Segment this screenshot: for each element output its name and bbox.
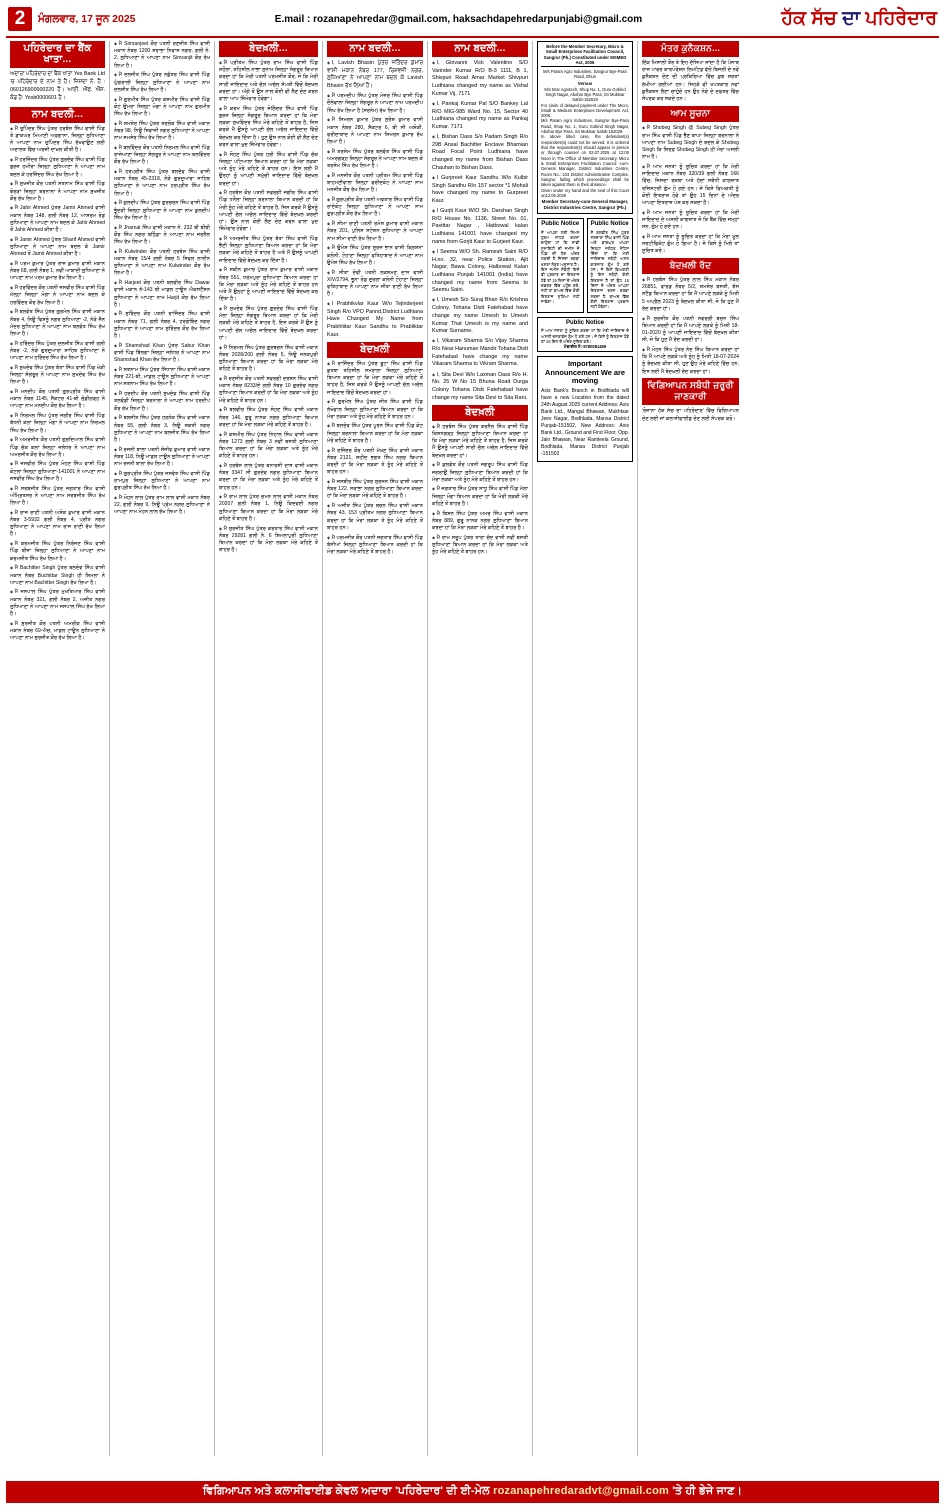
section-heading-eviction: ਬੇਦਖ਼ਲੀ...	[219, 41, 318, 57]
public-notice-mid-body: ਮੈਂ ਆਮ ਜਨਤਾ ਨੂੰ ਸੂਚਿਤ ਕਰਦਾ ਹਾਂ ਕਿ ਮੇਰੀ ਜਾਇਦਾਦ ਦੇ ਅਸਲੀ ਦਸਤਾਵੇਜ਼ ਗੁੰਮ ਹੋ ਗਏ ਹਨ। ਜੇ ਕਿਸੇ ਨੂੰ ਇਤਰਾਜ਼ ਹੋਵੇ ਤਾਂ 15 ਦਿਨ ਦੇ ਅੰਦਰ ਸੂਚਿਤ ਕਰੇ।	[541, 328, 629, 344]
bank-account-text: ਅਦਾਰਾ ਪਹਿਰੇਦਾਰ ਦਾ ਬੈਂਕ ਖਾਤਾ Yes Bank Ltd 'ਚ ਪਹਿਰੇਦਾਰ ਦੇ ਨਾਮ ਤੇ ਹੈ। ਜਿਸਦਾ ਨੰ. ਹੈ : 060126900000220 ਹੈ। ਆਈ. ਐੱਫ. ਐੱਸ. ਕੋਡ ਹੈ: Yesb0000601 ਹੈ।	[10, 71, 105, 101]
notice-item: ◈ ਮੈਂ ਜਸਵੀਰ ਸਿੰਘ ਪੁੱਤਰ ਮੋਹਣ ਸਿੰਘ ਵਾਸੀ ਪਿੰਡ ਕੋਟਲਾ ਜ਼ਿਲ੍ਹਾ ਲੁਧਿਆਣਾ-141001 ਨੇ ਆਪਣਾ ਨਾਮ ਜਸਵੀਰ ਸਿੰਘ ਰੱਖ ਲਿਆ ਹੈ।	[10, 461, 105, 483]
notice-item: ◈ I Seema W/O Sh. Ramesh Saini R/O H.no. 32, near Police Station, Ajit Nagar, Bawa Colony, Halbowal Kalan Ludhiana Punjab 141001 (India) have changed my name from Seema to Seemu Saini.	[432, 249, 528, 295]
footer-text-before: ਵਿਗਿਆਪਨ ਅਤੇ ਕਲਾਸੀਫਾਈਡ ਕੇਵਲ ਅਦਾਰਾ 'ਪਹਿਰੇਦਾਰ' ਦੀ ਈ-ਮੇਲ	[202, 1485, 490, 1497]
notice-item: ◈ ਮੈਂ ਬਿਸ਼ਨ ਸਿੰਘ ਪੁੱਤਰ ਅਮਰ ਸਿੰਘ ਵਾਸੀ ਮਕਾਨ ਨੰਬਰ 889, ਗੁਰੂ ਨਾਨਕ ਨਗਰ ਲੁਧਿਆਣਾ ਬਿਆਨ ਕਰਦਾ ਹਾਂ ਕਿ ਮੇਰਾ ਲੜਕਾ ਮੇਰੇ ਕਹਿਣੇ ਤੋਂ ਬਾਹਰ ਹੈ।	[432, 511, 528, 533]
notice-item: ◈ ਮੈਂ ਮੋਹਨ ਸਿੰਘ ਪੁੱਤਰ ਨੰਦ ਸਿੰਘ ਬਿਆਨ ਕਰਦਾ ਹਾਂ ਕਿ ਮੈਂ ਆਪਣੇ ਲੜਕੇ ਅਤੇ ਨੂੰਹ ਨੂੰ ਮਿਤੀ 18-07-2024 ਨੂੰ ਬੇਦਖ਼ਲ ਕੀਤਾ ਸੀ, ਹੁਣ ਉਹ ਮੇਰੇ ਕਹਿਣੇ ਵਿੱਚ ਹਨ, ਇਸ ਲਈ ਮੈਂ ਬੇਦਖ਼ਲੀ ਰੱਦ ਕਰਦਾ ਹਾਂ।	[642, 347, 739, 376]
notice-item: ◈ ਮੈਂ ਸੁਰਜੀਤ ਕੌਰ ਪਤਨੀ ਅਮਰੀਕ ਸਿੰਘ ਵਾਸੀ ਮਕਾਨ ਨੰਬਰ 69-ਐਚ, ਮਾਡਲ ਟਾਊਨ ਲੁਧਿਆਣਾ ਨੇ ਆਪਣਾ ਨਾਮ ਸੁਰਜੀਤ ਕੌਰ ਰੱਖ ਲਿਆ ਹੈ।	[10, 621, 105, 643]
notice-item: ◈ ਮੈਂ ਜਸਪਾਲ ਸਿੰਘ ਪੁੱਤਰ ਮੁਖਤਿਆਰ ਸਿੰਘ ਵਾਸੀ ਮਕਾਨ ਨੰਬਰ 321, ਗਲੀ ਨੰਬਰ 2, ਅਜੀਤ ਨਗਰ ਲੁਧਿਆਣਾ ਨੇ ਆਪਣਾ ਨਾਮ ਜਸਪਾਲ ਸਿੰਘ ਰੱਖ ਲਿਆ ਹੈ।	[10, 589, 105, 618]
notice-item: ◈ ਮੈਂ ਜਸਬੀਰ ਸਿੰਘ ਪੁੱਤਰ ਸੁਰਜਨ ਸਿੰਘ ਵਾਸੀ ਮਕਾਨ ਨੰਬਰ 122, ਸਰਾਭਾ ਨਗਰ ਲੁਧਿਆਣਾ ਬਿਆਨ ਕਰਦਾ ਹਾਂ ਕਿ ਮੇਰਾ ਲੜਕਾ ਮੇਰੇ ਕਹਿਣੇ ਤੋਂ ਬਾਹਰ ਹੈ।	[327, 479, 423, 501]
notice-item: ◈ ਮੈਂ ਸ਼ਮਸ਼ੇਰ ਸਿੰਘ ਪੁੱਤਰ ਤਰਲੋਕ ਸਿੰਘ ਵਾਸੀ ਮਕਾਨ ਨੰਬਰ 98, ਨਿਊ ਸ਼ਿਵਾਜੀ ਨਗਰ ਲੁਧਿਆਣਾ ਨੇ ਆਪਣਾ ਨਾਮ ਸ਼ਮਸ਼ੇਰ ਸਿੰਘ ਰੱਖ ਲਿਆ ਹੈ।	[114, 121, 210, 143]
notice-item: ◈ ਮੈਂ ਬਲਵਿੰਦਰ ਕੌਰ ਪਤਨੀ ਨਿਰਮਲ ਸਿੰਘ ਵਾਸੀ ਪਿੰਡ ਰਾਜੇਆਣਾ ਜ਼ਿਲ੍ਹਾ ਸੰਗਰੂਰ ਨੇ ਆਪਣਾ ਨਾਮ ਬਲਵਿੰਦਰ ਕੌਰ ਰੱਖ ਲਿਆ ਹੈ।	[114, 145, 210, 167]
notice-item: ◈ ਮੈਂ ਮੋਹਨ ਲਾਲ ਪੁੱਤਰ ਰਾਮ ਲਾਲ ਵਾਸੀ ਮਕਾਨ ਨੰਬਰ 22, ਗਲੀ ਨੰਬਰ 9, ਨਿਊ ਪ੍ਰੇਮ ਨਗਰ ਲੁਧਿਆਣਾ ਨੇ ਆਪਣਾ ਨਾਮ ਮੋਹਨ ਲਾਲ ਰੱਖ ਲਿਆ ਹੈ।	[114, 495, 210, 517]
notice-item: ◈ ਮੈਂ ਆਮ ਜਨਤਾ ਨੂੰ ਸੂਚਿਤ ਕਰਦਾ ਹਾਂ ਕਿ ਮੇਰੀ ਜਾਇਦਾਦ ਮਕਾਨ ਨੰਬਰ 320/39 ਗਲੀ ਨੰਬਰ 166 ਵਿੱਚ, ਜਿਸਦਾ ਰਕਬਾ ਅਤੇ ਹੱਦਾਂ ਸਬੰਧੀ ਕਾਗਜ਼ਾਤ ਰਜਿਸਟਰੀ ਗੁੰਮ ਹੋ ਗਏ ਹਨ। ਜੇ ਕਿਸੇ ਵਿਅਕਤੀ ਨੂੰ ਕੋਈ ਇਤਰਾਜ਼ ਹੋਵੇ ਤਾਂ ਉਹ 15 ਦਿਨਾਂ ਦੇ ਅੰਦਰ ਆਪਣਾ ਇਤਰਾਜ਼ ਪੇਸ਼ ਕਰ ਸਕਦਾ ਹੈ।	[642, 164, 739, 207]
notice-item: ◈ ਮੈਂ ਮਨਦੀਪ ਕੌਰ ਪਤਨੀ ਗੁਰਪ੍ਰੀਤ ਸਿੰਘ ਵਾਸੀ ਮਕਾਨ ਨੰਬਰ 1145, ਸੈਕਟਰ 41-ਬੀ ਚੰਡੀਗੜ੍ਹ ਨੇ ਆਪਣਾ ਨਾਮ ਮਨਦੀਪ ਕੌਰ ਰੱਖ ਲਿਆ ਹੈ।	[10, 389, 105, 411]
notice-item: ◈ ਮੈਂ Simranjeet ਕੌਰ ਪਤਨੀ ਰਣਜੀਤ ਸਿੰਘ ਵਾਸੀ ਮਕਾਨ ਨੰਬਰ 1200 ਸਰਾਭਾ ਨਿਵਾਸ ਨਗਰ, ਗਲੀ ਨੰ. 2, ਲੁਧਿਆਣਾ ਨੇ ਆਪਣਾ ਨਾਮ Simranjit ਕੌਰ ਰੱਖ ਲਿਆ ਹੈ।	[114, 41, 210, 70]
public-notice-right-title: Public Notice	[590, 221, 629, 228]
notice-item: ◈ ਮੈਂ ਮਨਜੀਤ ਕੌਰ ਪਤਨੀ ਪ੍ਰੀਤਮ ਸਿੰਘ ਵਾਸੀ ਪਿੰਡ ਬਾਹਮਣੀਵਾਲਾ ਜ਼ਿਲ੍ਹਾ ਫਰੀਦਕੋਟ ਨੇ ਆਪਣਾ ਨਾਮ ਮਨਜੀਤ ਕੌਰ ਰੱਖ ਲਿਆ ਹੈ।	[327, 173, 423, 195]
notice-item: ◈ ਮੈਂ Harjeet ਕੌਰ ਪਤਨੀ ਬਲਵੀਰ ਸਿੰਘ Dawar ਵਾਸੀ ਮਕਾਨ ਨੰ-143 ਬੀ ਮਾਡਲ ਟਾਊਨ ਐਕਸਟੈਂਸ਼ਨ ਲੁਧਿਆਣਾ ਨੇ ਆਪਣਾ ਨਾਮ Harjit ਕੌਰ ਰੱਖ ਲਿਆ ਹੈ।	[114, 280, 210, 309]
notice-item: ◈ ਮੈਂ ਹਰਬੰਸ ਸਿੰਘ ਪੁੱਤਰ ਕਰਨੈਲ ਸਿੰਘ ਵਾਸੀ ਪਿੰਡ ਕਿਸ਼ਨਗੜ੍ਹ ਜ਼ਿਲ੍ਹਾ ਲੁਧਿਆਣਾ ਬਿਆਨ ਕਰਦਾ ਹਾਂ ਕਿ ਮੇਰਾ ਲੜਕਾ ਮੇਰੇ ਕਹਿਣੇ ਤੋਂ ਬਾਹਰ ਹੈ, ਜਿਸ ਕਰਕੇ ਮੈਂ ਉਸਨੂੰ ਆਪਣੀ ਸਾਰੀ ਚੱਲ ਅਚੱਲ ਜਾਇਦਾਦ ਵਿੱਚੋਂ ਬੇਦਖ਼ਲ ਕਰਦਾ ਹਾਂ।	[432, 424, 528, 460]
notice-item: ◈ ਮੈਂ Bachitter Singh ਪੁੱਤਰ ਬਲਦੇਵ ਸਿੰਘ ਵਾਸੀ ਮਕਾਨ ਨੰਬਰ Buchittar Singh ਹੀ ਸ਼ਿਮਲਾ ਨੇ ਆਪਣਾ ਨਾਮ Bachitter Singh ਰੱਖ ਲਿਆ ਹੈ।	[10, 565, 105, 587]
notice-item: ◈ ਮੈਂ ਸਤਨਾਮ ਸਿੰਘ ਪੁੱਤਰ ਸਿੱਧਾਨਾ ਸਿੰਘ ਵਾਸੀ ਮਕਾਨ ਨੰਬਰ 221-ਬੀ, ਮਾਡਲ ਟਾਊਨ ਲੁਧਿਆਣਾ ਨੇ ਆਪਣਾ ਨਾਮ ਸਤਨਾਮ ਸਿੰਘ ਰੱਖ ਲਿਆ ਹੈ।	[114, 367, 210, 389]
public-notice-pair	[537, 218, 633, 316]
notice-item: ◈ ਮੈਂ ਪਰਮਜੀਤ ਕੌਰ ਪਤਨੀ ਜਗਤਾਰ ਸਿੰਘ ਵਾਸੀ ਪਿੰਡ ਬੱਸੀਆਂ ਜ਼ਿਲ੍ਹਾ ਲੁਧਿਆਣਾ ਬਿਆਨ ਕਰਦੀ ਹਾਂ ਕਿ ਮੇਰਾ ਲੜਕਾ ਮੇਰੇ ਕਹਿਣੇ ਤੋਂ ਬਾਹਰ ਹੈ।	[327, 535, 423, 557]
section-heading-eviction-cancel: ਬੇਦਖ਼ਲੀ ਰੱਦ	[642, 258, 739, 274]
notice-item: ◈ ਮੈਂ ਪ੍ਰੀਤਮ ਸਿੰਘ ਪੁੱਤਰ ਰਾਮ ਸਿੰਘ ਵਾਸੀ ਪਿੰਡ ਸਹੌਲਾ, ਤਹਿਸੀਲ ਨਾਭਾ ਸੁਨਾਮ ਜ਼ਿਲ੍ਹਾ ਸੰਗਰੂਰ ਬਿਆਨ ਕਰਦਾ ਹਾਂ ਕਿ ਮੇਰੀ ਪਤਨੀ ਪਰਮਜੀਤ ਕੌਰ, ਜੋ ਕਿ ਮੇਰੀ ਸਾਰੀ ਜਾਇਦਾਦ ਅਤੇ ਚੱਲ ਅਚੱਲ ਸੰਪਤੀ ਵਿੱਚੋਂ ਬੇਦਖ਼ਲ ਕਰਦਾ ਹਾਂ। ਅੱਗੇ ਤੋਂ ਉਸ ਨਾਲ ਕੋਈ ਵੀ ਲੈਣ ਦੇਣ ਕਰਨ ਵਾਲਾ ਆਪ ਜ਼ਿੰਮੇਵਾਰ ਹੋਵੇਗਾ।	[219, 60, 318, 103]
masthead	[6, 4, 939, 38]
notice-item: ◈ ਮੈਂ ਸੋਹਣ ਸਿੰਘ ਪੁੱਤਰ ਹਰੀ ਸਿੰਘ ਵਾਸੀ ਪਿੰਡ ਚੱਕ ਜ਼ਿਲ੍ਹਾ ਪਟਿਆਲਾ ਬਿਆਨ ਕਰਦਾ ਹਾਂ ਕਿ ਮੇਰਾ ਲੜਕਾ ਅਤੇ ਨੂੰਹ ਮੇਰੇ ਕਹਿਣੇ ਤੋਂ ਬਾਹਰ ਹਨ। ਇਸ ਲਈ ਮੈਂ ਉਨ੍ਹਾਂ ਨੂੰ ਆਪਣੀ ਸਮੁੱਚੀ ਜਾਇਦਾਦ ਵਿੱਚੋਂ ਬੇਦਖ਼ਲ ਕਰਦਾ ਹਾਂ।	[219, 152, 318, 188]
notice-item: ◈ I, Pankaj Kumar Pal S/O Bankey Lal R/O MIG-985 Ward No. 15, Sector 40 Ludhiana changed my name as Pankaj Kumar. 7171	[432, 101, 528, 132]
notice-item: ◈ ਮੈਂ ਹਰਜਿੰਦਰ ਸਿੰਘ ਪੁੱਤਰ ਗੁਰਦੇਵ ਸਿੰਘ ਵਾਸੀ ਪਿੰਡ ਬੁਰਜ ਹਮੀਰਾ ਜ਼ਿਲ੍ਹਾ ਲੁਧਿਆਣਾ ਨੇ ਆਪਣਾ ਨਾਮ ਬਦਲ ਕੇ ਹਰਜਿੰਦਰ ਸਿੰਘ ਰੱਖ ਲਿਆ ਹੈ।	[10, 157, 105, 179]
notice-item: ◈ ਮੈਂ ਗੁਰਮੇਲ ਸਿੰਘ ਪੁੱਤਰ ਜੀਤ ਸਿੰਘ ਵਾਸੀ ਪਿੰਡ ਲੱਖੋਵਾਲ ਜ਼ਿਲ੍ਹਾ ਲੁਧਿਆਣਾ ਬਿਆਨ ਕਰਦਾ ਹਾਂ ਕਿ ਮੇਰਾ ਲੜਕਾ ਅਤੇ ਨੂੰਹ ਮੇਰੇ ਕਹਿਣੇ ਤੋਂ ਬਾਹਰ ਹਨ।	[327, 399, 423, 421]
msefc-versus: Versus	[577, 80, 593, 86]
section-heading-general-notice: ਆਮ ਸੂਚਨਾ	[642, 106, 739, 122]
msefc-header: Before the Member Secretary, Micro & Small Enterprises Facilitation Council, Sangrur (Pb.) Constituted under MSMED Act, 2006	[541, 44, 629, 67]
section-heading-name-change: ਨਾਮ ਬਦਲੀ...	[10, 107, 105, 123]
column-2	[110, 41, 215, 1456]
page-number: 2	[8, 7, 32, 31]
notice-item: ◈ ਮੈਂ ਕਰਮ ਸਿੰਘ ਪੁੱਤਰ ਜੋਗਿੰਦਰ ਸਿੰਘ ਵਾਸੀ ਪਿੰਡ ਬੁਰਜ ਜ਼ਿਲ੍ਹਾ ਸੰਗਰੂਰ ਬਿਆਨ ਕਰਦਾ ਹਾਂ ਕਿ ਮੇਰਾ ਲੜਕਾ ਸੁਖਵਿੰਦਰ ਸਿੰਘ ਮੇਰੇ ਕਹਿਣੇ ਤੋਂ ਬਾਹਰ ਹੈ, ਜਿਸ ਕਰਕੇ ਮੈਂ ਉਸਨੂੰ ਆਪਣੀ ਚੱਲ ਅਚੱਲ ਜਾਇਦਾਦ ਵਿੱਚੋਂ ਬੇਦਖ਼ਲ ਕਰ ਦਿੱਤਾ ਹੈ। ਹੁਣ ਉਸ ਨਾਲ ਕੋਈ ਵੀ ਲੈਣ ਦੇਣ ਕਰਨ ਵਾਲਾ ਖੁਦ ਜ਼ਿੰਮੇਵਾਰ ਹੋਵੇਗਾ।	[219, 106, 318, 149]
bank-move-announcement	[537, 356, 633, 462]
notice-item: ◈ ਮੈਂ ਸਰਬਜੀਤ ਸਿੰਘ ਪੁੱਤਰ ਜਗਤਾਰ ਸਿੰਘ ਵਾਸੀ ਅੰਮ੍ਰਿਤਸਰ ਨੇ ਆਪਣਾ ਨਾਮ ਸਰਬਜੀਤ ਸਿੰਘ ਰੱਖ ਲਿਆ ਹੈ।	[10, 486, 105, 508]
notice-item: ◈ ਮੈਂ ਨਿਰਮਲ ਸਿੰਘ ਪੁੱਤਰ ਗੁਰਬਚਨ ਸਿੰਘ ਵਾਸੀ ਮਕਾਨ ਨੰਬਰ 2028/200 ਗਲੀ ਨੰਬਰ 5, ਨਿਊ ਜਨਕਪੁਰੀ ਲੁਧਿਆਣਾ ਬਿਆਨ ਕਰਦਾ ਹਾਂ ਕਿ ਮੇਰਾ ਲੜਕਾ ਮੇਰੇ ਕਹਿਣੇ ਤੋਂ ਬਾਹਰ ਹੈ।	[219, 345, 318, 374]
column-1	[6, 41, 110, 1456]
msefc-signature-2: District Industries Centre, Sangrur (Pb.)	[543, 205, 627, 211]
notice-item: ◈ ਮੈਂ ਗੁਰਮੀਤ ਸਿੰਘ ਪੁੱਤਰ ਕਸ਼ਮੀਰ ਸਿੰਘ ਵਾਸੀ ਪਿੰਡ ਕੋਟ ਉਮਰਾ ਜ਼ਿਲ੍ਹਾ ਮੋਗਾ ਨੇ ਆਪਣਾ ਨਾਮ ਗੁਰਮੀਤ ਸਿੰਘ ਰੱਖ ਲਿਆ ਹੈ।	[114, 97, 210, 119]
ad-info-text: 'ਰੋਜ਼ਾਨਾ ਹੱਕ ਸੱਚ ਦਾ ਪਹਿਰੇਦਾਰ' ਵਿੱਚ ਵਿਗਿਆਪਨ ਦੇਣ ਲਈ ਜਾਂ ਕਲਾਸੀਫਾਈਡ ਦੇਣ ਲਈ ਸੰਪਰਕ ਕਰੋ।	[642, 408, 739, 422]
section-heading-name-change-3: ਨਾਮ ਬਦਲੀ...	[432, 41, 528, 57]
notice-item: ◈ ਮੈਂ ਅਮਰਜੀਤ ਕੌਰ ਪਤਨੀ ਗੁਰਦਿਆਲ ਸਿੰਘ ਵਾਸੀ ਪਿੰਡ ਚੱਕ ਕਲਾਂ ਜ਼ਿਲ੍ਹਾ ਜਲੰਧਰ ਨੇ ਆਪਣਾ ਨਾਮ ਅਮਰਜੀਤ ਕੌਰ ਰੱਖ ਲਿਆ ਹੈ।	[10, 437, 105, 459]
public-notice-right-body: ਮੈਂ ਬਲਵੀਰ ਸਿੰਘ ਪੁੱਤਰ ਸਰਦਾਰਾ ਸਿੰਘ ਵਾਸੀ ਪਿੰਡ ਅਤੇ ਡਾਕਘਰ ਅੱਪਰਾ ਜ਼ਿਲ੍ਹਾ ਜਲੰਧਰ ਨੋਟਿਸ ਦਿੰਦਾ ਹਾਂ ਕਿ ਮੇਰੀ ਜਾਇਦਾਦ ਸਬੰਧੀ ਅਸਲ ਕਾਗਜ਼ਾਤ ਗੁੰਮ ਹੋ ਗਏ ਹਨ। ਜੇ ਕਿਸੇ ਵਿਅਕਤੀ ਨੂੰ ਇਸ ਸਬੰਧੀ ਕੋਈ ਇਤਰਾਜ਼ ਹੈ ਤਾਂ ਉਹ 15 ਦਿਨਾਂ ਦੇ ਅੰਦਰ ਆਪਣਾ ਇਤਰਾਜ਼ ਦਰਜ ਕਰਵਾ ਸਕਦਾ ਹੈ, ਬਾਅਦ ਵਿੱਚ ਕੋਈ ਇਤਰਾਜ਼ ਪ੍ਰਵਾਨ ਨਹੀਂ ਹੋਵੇਗਾ।	[590, 229, 629, 310]
notice-item: ◈ ਮੈਂ ਹਰਬੰਸ ਸਿੰਘ ਪੁੱਤਰ ਲਾਲ ਸਿੰਘ ਮਕਾਨ ਨੰਬਰ 26851, ਵਾਰਡ ਨੰਬਰ 5/2, ਸ਼ਮਸ਼ੇਰ ਬਸਤੀ, ਬੱਸ ਸਟੈਂਡ ਬਿਆਨ ਕਰਦਾ ਹਾਂ ਕਿ ਮੈਂ ਆਪਣੇ ਲੜਕੇ ਨੂੰ ਮਿਤੀ 5 ਅਪ੍ਰੈਲ 2023 ਨੂੰ ਬੇਦਖ਼ਲ ਕੀਤਾ ਸੀ, ਜੋ ਕਿ ਹੁਣ ਮੈਂ ਰੱਦ ਕਰਦਾ ਹਾਂ।	[642, 277, 739, 313]
notice-item: ◈ I, Umesh S/o Suraj Bhan R/o Krishna Colony, Tohana Distt Fatehabad have change my name Umesh to Umesh Kumar That Umesh is my name and Kumar Surname.	[432, 297, 528, 335]
notice-item: ◈ ਮੈਂ ਕੁਲਵੰਤ ਕੌਰ ਪਤਨੀ ਜਗਰੂਪ ਸਿੰਘ ਵਾਸੀ ਪਿੰਡ ਜਗਰਾਉਂ ਜ਼ਿਲ੍ਹਾ ਲੁਧਿਆਣਾ ਬਿਆਨ ਕਰਦੀ ਹਾਂ ਕਿ ਮੇਰਾ ਲੜਕਾ ਅਤੇ ਨੂੰਹ ਮੇਰੇ ਕਹਿਣੇ ਤੋਂ ਬਾਹਰ ਹਨ।	[432, 462, 528, 484]
msefc-body-3: In above titled case, the defendant(s) respondent(s) could not be served. It is ordered that the respondent(s) should appear in person or through counsel on 02.07.2025 at 12:00 Noon in The Office of Member Secretary, Micro & Small Enterprises Facilitation Council -cum- General Manager, District Industries Centre, Room No.: 103 District Administrative Complex, Sangrur, failing which proceedings shall be taken against them in their absence.	[541, 134, 629, 188]
msefc-notice-box	[537, 41, 633, 214]
msefc-body-4: Given under my hand and the seal of this Court on12.06.2025	[541, 187, 629, 198]
notice-item: ◈ ਮੈਂ ਹਰਦੀਪ ਕੌਰ ਪਤਨੀ ਸੁਖਦੇਵ ਸਿੰਘ ਵਾਸੀ ਪਿੰਡ ਤਲਵੰਡੀ ਜ਼ਿਲ੍ਹਾ ਬਰਨਾਲਾ ਨੇ ਆਪਣਾ ਨਾਮ ਹਰਦੀਪ ਕੌਰ ਰੱਖ ਲਿਆ ਹੈ।	[114, 391, 210, 413]
notice-item: ◈ ਮੈਂ Jamir Ahmed ਪੁੱਤਰ Sharif Ahmed ਵਾਸੀ ਲੁਧਿਆਣਾ ਨੇ ਆਪਣਾ ਨਾਮ ਬਦਲ ਕੇ Jamir Ahmed ਤੋਂ Jamir Ahmed ਕੀਤਾ ਹੈ।	[10, 237, 105, 259]
logo-part-2: ਦਾ	[842, 8, 861, 29]
notice-item: ◈ ਮੈਂ ਰਜਿੰਦਰ ਕੌਰ ਪਤਨੀ ਮੱਖਣ ਸਿੰਘ ਵਾਸੀ ਮਕਾਨ ਨੰਬਰ 2121, ਸ਼ਹੀਦ ਭਗਤ ਸਿੰਘ ਨਗਰ ਬਿਆਨ ਕਰਦੀ ਹਾਂ ਕਿ ਮੇਰਾ ਲੜਕਾ ਤੇ ਨੂੰਹ ਮੇਰੇ ਕਹਿਣੇ ਤੋਂ ਬਾਹਰ ਹਨ।	[327, 448, 423, 477]
logo-part-3: ਪਹਿਰੇਦਾਰ	[865, 8, 937, 29]
msefc-body-1: For claim of delayed payment under The Micro, Small & Medium Enterprises Development Act, 2006.	[541, 102, 629, 119]
section-heading-meter-connection: ਮੰਤਰ ਕੁਨੈਕਸ਼ਨ...	[642, 41, 739, 57]
notice-item: ◈ ਮੈਂ ਸੁਖਜੀਤ ਕੌਰ ਪਤਨੀ ਸਤਨਾਮ ਸਿੰਘ ਵਾਸੀ ਪਿੰਡ ਝੋਰੜਾਂ ਜ਼ਿਲ੍ਹਾ ਬਰਨਾਲਾ ਨੇ ਆਪਣਾ ਨਾਮ ਸੁਖਜੀਤ ਕੌਰ ਰੱਖ ਲਿਆ ਹੈ।	[10, 181, 105, 203]
column-7	[638, 41, 743, 1456]
notice-item: ◈ ਮੈਂ ਪਰਮਦੀਪ ਸਿੰਘ ਪੁੱਤਰ ਮੇਜਰ ਸਿੰਘ ਵਾਸੀ ਪਿੰਡ ਦੌਲੇਵਾਲਾ ਜ਼ਿਲ੍ਹਾ ਸੰਗਰੂਰ ਨੇ ਆਪਣਾ ਨਾਮ ਪਰਮਦੀਪ ਸਿੰਘ ਰੱਖ ਲਿਆ ਹੈ (ਸਰਨੇਮ) ਰੱਖ ਲਿਆ ਹੈ।	[327, 93, 423, 115]
notice-item: ◈ ਮੈਂ ਆਮ ਜਨਤਾ ਨੂੰ ਸੂਚਿਤ ਕਰਦਾ ਹਾਂ ਕਿ ਮੇਰੀ ਜਾਇਦਾਦ ਦੇ ਅਸਲੀ ਕਾਗਜ਼ਾਤ ਜੋ ਕਿ ਬੈਂਕ ਵਿੱਚ ਜਮ੍ਹਾਂ ਸਨ, ਗੁੰਮ ਹੋ ਗਏ ਹਨ।	[642, 210, 739, 232]
footer-banner	[6, 1481, 939, 1503]
column-6	[533, 41, 638, 1456]
notice-item: ◈ ਮੈਂ ਸਿਮਰਨ ਕੁਮਾਰ ਪੁੱਤਰ ਸੁਰੇਸ਼ ਕੁਮਾਰ ਵਾਸੀ ਮਕਾਨ ਨੰਬਰ 280, ਸੈਕਟਰ 6, ਬੀ ਸੀ ਅਸ਼ੋਕੀ, ਫਰੀਦਾਬਾਦ ਨੇ ਆਪਣਾ ਨਾਮ ਸਿਮਰਨ ਕੁਮਾਰ ਰੱਖ ਲਿਆ ਹੈ।	[327, 117, 423, 146]
notice-item: ◈ ਮੈਂ ਹਰਿੰਦਰ ਸਿੰਘ ਪੁੱਤਰ ਦਲਜੀਤ ਸਿੰਘ ਵਾਸੀ ਗਲੀ ਨੰਬਰ -2, ਨੇੜੇ ਗੁਰਦੁਆਰਾ ਸਾਹਿਬ ਲੁਧਿਆਣਾ ਨੇ ਆਪਣਾ ਨਾਮ ਹਰਿੰਦਰ ਸਿੰਘ ਰੱਖ ਲਿਆ ਹੈ।	[10, 341, 105, 363]
notice-item: ◈ ਮੈਂ ਨਿਰਮਲ ਸਿੰਘ ਪੁੱਤਰ ਜਗੀਰ ਸਿੰਘ ਵਾਸੀ ਪਿੰਡ ਬੱਧਨੀ ਕਲਾਂ ਜ਼ਿਲ੍ਹਾ ਮੋਗਾ ਨੇ ਆਪਣਾ ਨਾਮ ਨਿਰਮਲ ਸਿੰਘ ਰੱਖ ਲਿਆ ਹੈ।	[10, 413, 105, 435]
notice-item: ◈ ਮੈਂ ਆਮ ਜਨਤਾ ਨੂੰ ਸੂਚਿਤ ਕਰਦਾ ਹਾਂ ਕਿ ਮੇਰਾ ਮੂਲ ਸਰਟੀਫਿਕੇਟ ਗੁੰਮ ਹੋ ਗਿਆ ਹੈ। ਜੇ ਕਿਸੇ ਨੂੰ ਮਿਲੇ ਤਾਂ ਸੂਚਿਤ ਕਰੇ।	[642, 234, 739, 256]
column-5	[428, 41, 533, 1456]
notice-item: ◈ ਮੈਂ Jharnal ਸਿੰਘ ਵਾਸੀ ਮਕਾਨ ਨੰ. 232 ਬੀ ਬੀਬੀ ਕੌਰ ਸਿੰਘ ਨਗਰ ਬਠਿੰਡਾ ਨੇ ਆਪਣਾ ਨਾਮ ਜਰਨੈਲ ਸਿੰਘ ਰੱਖ ਲਿਆ ਹੈ।	[114, 225, 210, 247]
public-notice-left-body: ਮੈਂ ਆਪਣਾ ਲਈ ਨਿਮਨ ਹੁਕਮ ਜ਼ਾਹਰ ਕਰਨਾ ਚਾਹੁੰਦਾ ਹਾਂ ਕਿ ਸਾਡੀ ਸੁਸਾਇਟੀ ਦੀ ਜਮੀਨ ਜੋ ਪਿੰਡ ਦੀ ਹੱਦ ਅੰਦਰ ਲਗਦੀ ਹੈ ਜਿਸਦਾ ਰਕਬਾ ਖਸਰਾ ਨੰਬਰ ਅਨੁਸਾਰ ਹੈ। ਇਸ ਜਮੀਨ ਸੰਬੰਧੀ ਕਿਸੇ ਵੀ ਪ੍ਰਕਾਰ ਦਾ ਇਤਰਾਜ਼ ਹੋਵੇ ਤਾਂ 15 ਦਿਨਾਂ ਦੇ ਅੰਦਰ ਦਫ਼ਤਰ ਵਿੱਚ ਪਹੁੰਚ ਕਰੇ, ਨਹੀਂ ਤਾਂ ਬਾਅਦ ਵਿੱਚ ਕੋਈ ਇਤਰਾਜ਼ ਸੁਣਿਆ ਨਹੀਂ ਜਾਵੇਗਾ।	[541, 229, 580, 304]
newspaper-logo	[781, 8, 937, 30]
notice-item: ◈ ਮੈਂ ਸਕੀਨ ਕੁਮਾਰ ਪੁੱਤਰ ਰਾਮ ਕੁਮਾਰ ਵਾਸੀ ਮਕਾਨ ਨੰਬਰ 551, ਧਰਮਪੁਰਾ ਲੁਧਿਆਣਾ ਬਿਆਨ ਕਰਦਾ ਹਾਂ ਕਿ ਮੇਰਾ ਲੜਕਾ ਅਤੇ ਨੂੰਹ ਮੇਰੇ ਕਹਿਣੇ ਤੋਂ ਬਾਹਰ ਹਨ ਅਤੇ ਮੈਂ ਉਨ੍ਹਾਂ ਨੂੰ ਆਪਣੀ ਜਾਇਦਾਦ ਵਿੱਚੋਂ ਬੇਦਖ਼ਲ ਕਰ ਦਿੱਤਾ ਹੈ।	[219, 267, 318, 303]
notice-item: ◈ ਮੈਂ ਬਲਵੰਤ ਸਿੰਘ ਪੁੱਤਰ ਗੁਰਮੇਲ ਸਿੰਘ ਵਾਸੀ ਮਕਾਨ ਨੰਬਰ 4, ਨਿਊ ਵਿਸ਼ਨੂੰ ਨਗਰ ਲੁਧਿਆਣਾ -2, ਨੇੜੇ ਜੈਨ ਮੰਦਰ ਲੁਧਿਆਣਾ ਨੇ ਆਪਣਾ ਨਾਮ ਬਲਵੰਤ ਸਿੰਘ ਰੱਖ ਲਿਆ ਹੈ।	[10, 309, 105, 338]
announcement-title: Important Announcement We are moving	[545, 359, 625, 386]
notice-item: ◈ ਮੈਂ ਰਜਨੀ ਬਾਲਾ ਪਤਨੀ ਸੰਜੀਵ ਕੁਮਾਰ ਵਾਸੀ ਮਕਾਨ ਨੰਬਰ 118, ਨਿਊ ਮਾਡਲ ਟਾਊਨ ਲੁਧਿਆਣਾ ਨੇ ਆਪਣਾ ਨਾਮ ਰਜਨੀ ਬਾਲਾ ਰੱਖ ਲਿਆ ਹੈ।	[114, 447, 210, 469]
notice-item: ◈ I Prabhikvlar Kaur W/o Tejinderjeet Singh R/o VPO Pannd,District Ludhiana Have Changed My Name from Prabhliitar Kaur Sandhu to Prabliktar Kaur.	[327, 301, 423, 339]
notice-item: ◈ I, Bishan Dass S/o Padam Singh R/o 29B Ansal Bachitter Enclave Bhamian Road Focal Point Ludhiana have changed my name from Bishan Dass Chauhan to Bishan Dass.	[432, 134, 528, 172]
msefc-signature-1: Member Secretary-cum-General Manager,	[541, 199, 629, 205]
notice-item: ◈ ਮੈਂ Kulwinder ਕੌਰ ਪਤਨੀ ਹਰਬੰਸ ਸਿੰਘ ਵਾਸੀ ਮਕਾਨ ਨੰਬਰ 15/4 ਗਲੀ ਨੰਬਰ 5 ਸਿਵਲ ਲਾਈਨ ਲੁਧਿਆਣਾ ਨੇ ਆਪਣਾ ਨਾਮ Kulwinder ਕੌਰ ਰੱਖ ਲਿਆ ਹੈ।	[114, 249, 210, 278]
notice-item: ◈ ਮੈਂ ਉਮੇਸ਼ ਸਿੰਘ ਪੁੱਤਰ ਸੂਰਜ ਭਾਨ ਵਾਸੀ ਕ੍ਰਿਸ਼ਨਾ ਕਲੋਨੀ, ਟੋਹਾਣਾ ਜ਼ਿਲ੍ਹਾ ਫਤਿਹਾਬਾਦ ਨੇ ਆਪਣਾ ਨਾਮ ਉਮੇਸ਼ ਸਿੰਘ ਰੱਖ ਲਿਆ ਹੈ।	[327, 245, 423, 267]
notice-item: ◈ ਮੈਂ ਗੁਰਪ੍ਰੀਤ ਸਿੰਘ ਪੁੱਤਰ ਜਸਵੰਤ ਸਿੰਘ ਵਾਸੀ ਪਿੰਡ ਰਾਮਪੁਰ ਜ਼ਿਲ੍ਹਾ ਲੁਧਿਆਣਾ ਨੇ ਆਪਣਾ ਨਾਮ ਗੁਰਪ੍ਰੀਤ ਸਿੰਘ ਰੱਖ ਲਿਆ ਹੈ।	[114, 471, 210, 493]
section-heading-eviction-2: ਬੇਦਖ਼ਲੀ	[327, 342, 423, 358]
section-heading-bank: ਪਹਿਰੇਦਾਰ ਦਾ ਬੈਂਕ ਖਾਤਾ...	[10, 41, 105, 68]
notice-item: ◈ ਮੈਂ ਸੁਖਦੇਵ ਸਿੰਘ ਪੁੱਤਰ ਗੁਰਦੇਵ ਸਿੰਘ ਵਾਸੀ ਪਿੰਡ ਮੱਲਾ ਜ਼ਿਲ੍ਹਾ ਸੰਗਰੂਰ ਬਿਆਨ ਕਰਦਾ ਹਾਂ ਕਿ ਮੇਰੀ ਲੜਕੀ ਮੇਰੇ ਕਹਿਣੇ ਤੋਂ ਬਾਹਰ ਹੈ, ਇਸ ਕਰਕੇ ਮੈਂ ਉਸ ਨੂੰ ਆਪਣੀ ਚੱਲ ਅਚੱਲ ਜਾਇਦਾਦ ਵਿੱਚੋਂ ਬੇਦਖ਼ਲ ਕਰਦਾ ਹਾਂ।	[219, 306, 318, 342]
public-notice-mid	[537, 317, 633, 353]
notice-item: ◈ I, Vikaram Sharma S/o Vijay Sharma R/o Near Hanuman Mandir Tohana Distt Fatehabad have change my name Vikaram Sharma to Vikram Sharma.	[432, 338, 528, 369]
notice-item: ◈ ਮੈਂ ਕਰਮਜੀਤ ਸਿੰਘ ਪੁੱਤਰ ਨਿਰੰਜਣ ਸਿੰਘ ਵਾਸੀ ਪਿੰਡ ਬੀਜਾ ਜ਼ਿਲ੍ਹਾ ਲੁਧਿਆਣਾ ਨੇ ਆਪਣਾ ਨਾਮ ਕਰਮਜੀਤ ਸਿੰਘ ਰੱਖ ਲਿਆ ਹੈ।	[10, 541, 105, 563]
notice-item: ◈ I, Sita Devi W/o Laxman Dass R/o H. No. 25 W No 15 Bhuna Road Durga Colony Tohana Distt Fatehabad have change my name Sita Devi to Sita Rani.	[432, 372, 528, 403]
meter-connection-text: ਇੱਕ ਮਿਸਾਲੀ ਤੌਰ ਤੇ ਇਹ ਦੱਸਿਆ ਜਾਂਦਾ ਹੈ ਕਿ ਪੰਜਾਬ ਰਾਜ ਪਾਵਰ ਕਾਰਪੋਰੇਸ਼ਨ ਲਿਮਟਿਡ ਵੱਲੋਂ ਬਿਜਲੀ ਦੇ ਨਵੇਂ ਕੁਨੈਕਸ਼ਨ ਦੇਣ ਦੀ ਪ੍ਰਕਿਰਿਆ ਵਿੱਚ ਕੁਝ ਸ਼ਰਤਾਂ ਰੱਖੀਆਂ ਗਈਆਂ ਹਨ। ਜਿਹੜੇ ਵੀ ਖਪਤਕਾਰ ਨਵਾਂ ਕੁਨੈਕਸ਼ਨ ਲੈਣਾ ਚਾਹੁੰਦੇ ਹਨ ਉਹ ਨੇੜੇ ਦੇ ਦਫ਼ਤਰ ਵਿੱਚ ਸੰਪਰਕ ਕਰ ਸਕਦੇ ਹਨ।	[642, 60, 739, 103]
masthead-left	[8, 7, 136, 31]
section-heading-eviction-3: ਬੇਦਖ਼ਲੀ	[432, 405, 528, 421]
notice-item: ◈ ਮੈਂ ਬਲਵੀਰ ਸਿੰਘ ਪੁੱਤਰ ਸੋਹਣ ਸਿੰਘ ਵਾਸੀ ਮਕਾਨ ਨੰਬਰ 146, ਗੁਰੂ ਨਾਨਕ ਨਗਰ ਲੁਧਿਆਣਾ ਬਿਆਨ ਕਰਦਾ ਹਾਂ ਕਿ ਮੇਰਾ ਲੜਕਾ ਮੇਰੇ ਕਹਿਣੇ ਤੋਂ ਬਾਹਰ ਹੈ।	[219, 407, 318, 429]
section-heading-name-change-2: ਨਾਮ ਬਦਲੀ...	[327, 41, 423, 57]
notice-item: ◈ ਮੈਂ ਬਲਦੇਵ ਸਿੰਘ ਪੁੱਤਰ ਪੂਰਨ ਸਿੰਘ ਵਾਸੀ ਪਿੰਡ ਕੋਟ ਜ਼ਿਲ੍ਹਾ ਬਰਨਾਲਾ ਬਿਆਨ ਕਰਦਾ ਹਾਂ ਕਿ ਮੇਰਾ ਲੜਕਾ ਮੇਰੇ ਕਹਿਣੇ ਤੋਂ ਬਾਹਰ ਹੈ।	[327, 423, 423, 445]
notice-item: ◈ ਮੈਂ ਸੁਖਦੇਵ ਸਿੰਘ ਪੁੱਤਰ ਬੰਤਾ ਸਿੰਘ ਵਾਸੀ ਪਿੰਡ ਖੇੜੀ ਜ਼ਿਲ੍ਹਾ ਸੰਗਰੂਰ ਨੇ ਆਪਣਾ ਨਾਮ ਸੁਖਦੇਵ ਸਿੰਘ ਰੱਖ ਲਿਆ ਹੈ।	[10, 365, 105, 387]
column-4	[323, 41, 428, 1456]
public-notice-right	[587, 218, 634, 312]
msefc-claimant: M/s Param Agro Industries, Sangrur Bye-Pass Road, Dhuri	[543, 68, 627, 80]
notice-item: ◈ ਮੈਂ ਅਜੀਤ ਸਿੰਘ ਪੁੱਤਰ ਬਚਨ ਸਿੰਘ ਵਾਸੀ ਮਕਾਨ ਨੰਬਰ 43, 153 ਪ੍ਰੀਤਮ ਨਗਰ ਲੁਧਿਆਣਾ ਬਿਆਨ ਕਰਦਾ ਹਾਂ ਕਿ ਮੇਰਾ ਲੜਕਾ ਤੇ ਨੂੰਹ ਮੇਰੇ ਕਹਿਣੇ ਤੋਂ ਬਾਹਰ ਹਨ।	[327, 503, 423, 532]
notice-item: ◈ ਮੈਂ ਰਾਮ ਲਾਲ ਪੁੱਤਰ ਚਮਨ ਲਾਲ ਵਾਸੀ ਮਕਾਨ ਨੰਬਰ 20207 ਗਲੀ ਨੰਬਰ 1, ਨਿਊ ਕਿਦਵਈ ਨਗਰ ਲੁਧਿਆਣਾ ਬਿਆਨ ਕਰਦਾ ਹਾਂ ਕਿ ਮੇਰਾ ਲੜਕਾ ਮੇਰੇ ਕਹਿਣੇ ਤੋਂ ਬਾਹਰ ਹੈ।	[219, 494, 318, 523]
notice-item: ◈ I, Lavish Bhasin ਪੁੱਤਰ ਜਤਿੰਦਰ ਕੁਮਾਰ ਵਾਸੀ ਮਕਾਨ ਨੰਬਰ 177, ਰਿਸ਼ਵਜੀ ਨਗਰ, ਲੁਧਿਆਣਾ ਨੇ ਆਪਣਾ ਨਾਮ ਬਦਲ ਕੇ Lavish Bhasin ਰੱਖ ਲਿਆ ਹੈ।	[327, 60, 423, 91]
footer-text-after: 'ਤੇ ਹੀ ਭੇਜੇ ਜਾਣ।	[672, 1485, 743, 1497]
footer-email: rozanapehredaradvt@gmail.com	[493, 1485, 669, 1497]
notice-item: ◈ ਮੈਂ ਗੁਰਪ੍ਰੀਤ ਕੌਰ ਪਤਨੀ ਅਵਤਾਰ ਸਿੰਘ ਵਾਸੀ ਪਿੰਡ ਰਾਏਕੋਟ ਜ਼ਿਲ੍ਹਾ ਲੁਧਿਆਣਾ ਨੇ ਆਪਣਾ ਨਾਮ ਗੁਰਪ੍ਰੀਤ ਕੌਰ ਰੱਖ ਲਿਆ ਹੈ।	[327, 197, 423, 219]
notice-item: ◈ ਮੈਂ ਸੀਮਾ ਰਾਣੀ ਪਤਨੀ ਰਮੇਸ਼ ਕੁਮਾਰ ਵਾਸੀ ਮਕਾਨ ਨੰਬਰ 201, ਪੁਲਿਸ ਸਟੇਸ਼ਨ ਲੁਧਿਆਣਾ ਨੇ ਆਪਣਾ ਨਾਮ ਸੀਮਾ ਰਾਣੀ ਰੱਖ ਲਿਆ ਹੈ।	[327, 221, 423, 243]
announcement-body: Axis Bank's Branch in Bodhlada will have a new Location from the dated 24th August 2025 current Address: Axis Bank Ltd., Mangal Bhawan, Mukhtsar Jeev Nagar, Bodhlada, Mansa District Punjab-151502, New Address: Axis Bank Ltd., Ground and First Floor, Opp. Jain Bhawan, Near Ramleela Ground, Bodhlada, Mansa District Punjab -151502	[541, 387, 629, 457]
notice-item: ◈ ਮੈਂ Shobeg Singh @ Subeg Singh ਪੁੱਤਰ ਰਾਮ ਸਿੰਘ ਵਾਸੀ ਪਿੰਡ ਭੈਣ ਬਾਘਾ ਜ਼ਿਲ੍ਹਾ ਬਰਨਾਲਾ ਨੇ ਆਪਣਾ ਨਾਮ Subeg Singh ਦੇ ਬਦਲ ਕੇ Shobeg Singh ਕਿ ਸਿਰਫ਼ Shobeg Singh ਹੀ ਮੇਰਾ ਅਸਲੀ ਨਾਮ ਹੈ।	[642, 125, 739, 161]
notice-item: ◈ ਮੈਂ ਜਗਤਾਰ ਸਿੰਘ ਪੁੱਤਰ ਸਾਧੂ ਸਿੰਘ ਵਾਸੀ ਪਿੰਡ ਮੱਲਾ ਜ਼ਿਲ੍ਹਾ ਮੋਗਾ ਬਿਆਨ ਕਰਦਾ ਹਾਂ ਕਿ ਮੇਰੀ ਲੜਕੀ ਮੇਰੇ ਕਹਿਣੇ ਤੋਂ ਬਾਹਰ ਹੈ।	[432, 486, 528, 508]
notice-item: ◈ ਮੈਂ ਰਾਜ ਰਾਣੀ ਪਤਨੀ ਅਸ਼ੋਕ ਕੁਮਾਰ ਵਾਸੀ ਮਕਾਨ ਨੰਬਰ 3-5932 ਗਲੀ ਨੰਬਰ 4, ਪ੍ਰੀਤ ਨਗਰ ਲੁਧਿਆਣਾ ਨੇ ਆਪਣਾ ਨਾਮ ਰਾਜ ਰਾਣੀ ਰੱਖ ਲਿਆ ਹੈ।	[10, 510, 105, 539]
notice-item: ◈ ਮੈਂ ਦਲਜੀਤ ਸਿੰਘ ਪੁੱਤਰ ਨਛੱਤਰ ਸਿੰਘ ਵਾਸੀ ਪਿੰਡ ਘੁੰਗਰਾਲੀ ਜ਼ਿਲ੍ਹਾ ਲੁਧਿਆਣਾ ਨੇ ਆਪਣਾ ਨਾਮ ਦਲਜੀਤ ਸਿੰਘ ਰੱਖ ਲਿਆ ਹੈ।	[114, 72, 210, 94]
public-notice-left	[537, 218, 584, 312]
notice-item: ◈ ਮੈਂ Jahir Ahmed ਪੁੱਤਰ Jamir Ahmed ਵਾਸੀ ਮਕਾਨ ਨੰਬਰ 148, ਗਲੀ ਨੰਬਰ 12, ਆਸ਼ਰਮ ਰੋਡ ਲੁਧਿਆਣਾ ਨੇ ਆਪਣਾ ਨਾਮ ਬਦਲ ਕੇ Jahir Ahmed ਤੋਂ Jahir Ahmed ਕੀਤਾ ਹੈ।	[10, 205, 105, 234]
notice-item: ◈ I, Giovanni Vick Valentino S/O Varinder Kumar R/O B-3 1111, B 1, Shivpuri Road Amar Market Shivpuri Ludhiana changed my name as Vishal Kumar Vij. 7171	[432, 60, 528, 98]
notice-item: ◈ ਮੈਂ ਹਰਪ੍ਰੀਤ ਸਿੰਘ ਪੁੱਤਰ ਬਲਦੇਵ ਸਿੰਘ ਵਾਸੀ ਮਕਾਨ ਨੰਬਰ 45-2318, ਨੇੜੇ ਗੁਰਦੁਆਰਾ ਸਾਹਿਬ ਲੁਧਿਆਣਾ ਨੇ ਆਪਣਾ ਨਾਮ ਹਰਪ੍ਰੀਤ ਸਿੰਘ ਰੱਖ ਲਿਆ ਹੈ।	[114, 169, 210, 198]
masthead-email: E.mail : rozanapehredar@gmail.com, haksachdapehredarpunjabi@gmail.com	[274, 13, 643, 25]
public-notice-left-title: Public Notice	[541, 221, 580, 228]
notice-item: ◈ ਮੈਂ ਪਰਮ ਕੁਮਾਰ ਪੁੱਤਰ ਰਾਜ ਕੁਮਾਰ ਵਾਸੀ ਮਕਾਨ ਨੰਬਰ 68, ਗਲੀ ਨੰਬਰ 1, ਨਵੀਂ ਆਬਾਦੀ ਲੁਧਿਆਣਾ ਨੇ ਆਪਣਾ ਨਾਮ ਪਰਮ ਕੁਮਾਰ ਰੱਖ ਲਿਆ ਹੈ।	[10, 261, 105, 283]
column-grid	[6, 41, 939, 1456]
notice-item: ◈ ਮੈਂ ਹਰਵਿੰਦਰ ਕੌਰ ਪਤਨੀ ਜਸਵੀਰ ਸਿੰਘ ਵਾਸੀ ਪਿੰਡ ਮੱਲ੍ਹਾ ਜ਼ਿਲ੍ਹਾ ਮੋਗਾ ਨੇ ਆਪਣਾ ਨਾਮ ਬਦਲ ਕੇ ਹਰਵਿੰਦਰ ਕੌਰ ਰੱਖ ਲਿਆ ਹੈ।	[10, 285, 105, 307]
notice-item: ◈ ਮੈਂ ਹਰਬੰਸ ਲਾਲ ਪੁੱਤਰ ਬਨਾਰਸੀ ਦਾਸ ਵਾਸੀ ਮਕਾਨ ਨੰਬਰ 3347 ਸੀ ਗੁਰਦੇਵ ਨਗਰ ਲੁਧਿਆਣਾ ਬਿਆਨ ਕਰਦਾ ਹਾਂ ਕਿ ਮੇਰਾ ਲੜਕਾ ਅਤੇ ਨੂੰਹ ਮੇਰੇ ਕਹਿਣੇ ਤੋਂ ਬਾਹਰ ਹਨ।	[219, 463, 318, 492]
notice-item: ◈ I Gurjit Kaur W/O Sh. Darshan Singh R/O House No. 1136, Street No. 01, Pavittar Nagar , Hatbowal kalan Ludhiana 141001 have changed my name from Gorjit Kaur to Gurjeet Kaur.	[432, 208, 528, 246]
notice-item: ◈ ਮੈਂ ਸੁਰਜੀਤ ਸਿੰਘ ਪੁੱਤਰ ਕਰਤਾਰ ਸਿੰਘ ਵਾਸੀ ਮਕਾਨ ਨੰਬਰ 29281 ਗਲੀ ਨੰ. 6 ਸ਼ਿਮਲਾਪੁਰੀ ਲੁਧਿਆਣਾ ਬਿਆਨ ਕਰਦਾ ਹਾਂ ਕਿ ਮੇਰਾ ਲੜਕਾ ਮੇਰੇ ਕਹਿਣੇ ਤੋਂ ਬਾਹਰ ਹੈ।	[219, 526, 318, 555]
notice-item: ◈ ਮੈਂ ਰਾਮ ਸਰੂਪ ਪੁੱਤਰ ਤਾਰਾ ਚੰਦ ਵਾਸੀ ਨਵੀਂ ਬਸਤੀ ਲੁਧਿਆਣਾ ਬਿਆਨ ਕਰਦਾ ਹਾਂ ਕਿ ਮੇਰਾ ਲੜਕਾ ਅਤੇ ਨੂੰਹ ਮੇਰੇ ਕਹਿਣੇ ਤੋਂ ਬਾਹਰ ਹਨ।	[432, 535, 528, 557]
notice-item: ◈ ਮੈਂ ਰਣਜੀਤ ਕੌਰ ਪਤਨੀ ਸਵਰਗੀ ਦਰਸ਼ਨ ਸਿੰਘ ਵਾਸੀ ਮਕਾਨ ਨੰਬਰ 8233/ਏ ਗਲੀ ਨੰਬਰ 10 ਗੁਰਦੇਵ ਨਗਰ ਲੁਧਿਆਣਾ ਬਿਆਨ ਕਰਦੀ ਹਾਂ ਕਿ ਮੇਰਾ ਲੜਕਾ ਅਤੇ ਨੂੰਹ ਮੇਰੇ ਕਹਿਣੇ ਤੋਂ ਬਾਹਰ ਹਨ।	[219, 376, 318, 405]
msefc-body-2: M/s Param Agro Industries, Sangrur Bye-Pass Road, Shop No. 1, Guru Gobind Singh Nagar, Abohar Bye Pass, Sri Muktsar Sahib-152029.	[541, 118, 629, 135]
public-notice-mid-phone: ਮੋਬਾਈਲ ਨੰ:-9780081469	[563, 344, 607, 350]
notice-item: ◈ ਮੈਂ ਹਰਬੰਸ ਕੌਰ ਪਤਨੀ ਸਵਰਗੀ ਜਗੀਰ ਸਿੰਘ ਵਾਸੀ ਪਿੰਡ ਧਨੌਲਾ ਜ਼ਿਲ੍ਹਾ ਬਰਨਾਲਾ ਬਿਆਨ ਕਰਦੀ ਹਾਂ ਕਿ ਮੇਰੀ ਨੂੰਹ ਮੇਰੇ ਕਹਿਣੇ ਤੋਂ ਬਾਹਰ ਹੈ, ਜਿਸ ਕਰਕੇ ਮੈਂ ਉਸਨੂੰ ਆਪਣੀ ਚੱਲ ਅਚੱਲ ਜਾਇਦਾਦ ਵਿੱਚੋਂ ਬੇਦਖ਼ਲ ਕਰਦੀ ਹਾਂ। ਉਸ ਨਾਲ ਕੋਈ ਲੈਣ ਦੇਣ ਕਰਨ ਵਾਲਾ ਖੁਦ ਜ਼ਿੰਮੇਵਾਰ ਹੋਵੇਗਾ।	[219, 190, 318, 233]
publication-date: ਮੰਗਲਵਾਰ, 17 ਜੂਨ 2025	[38, 12, 136, 25]
notice-item: ◈ I Gurpreet Kaur Sandhu W/o Kulbir Singh Sandhu R/o 157 sector *1 Mohali have changed my name to Gurpreet Kaur.	[432, 175, 528, 206]
notice-item: ◈ ਮੈਂ ਰੁਪਿੰਦਰ ਸਿੰਘ ਪੁੱਤਰ ਹਰਬੰਸ ਸਿੰਘ ਵਾਸੀ ਪਿੰਡ ਤੇ ਡਾਕਘਰ ਮਿਆਣੀ ਅਫ਼ਗਾਨਾ, ਜ਼ਿਲ੍ਹਾ ਲੁਧਿਆਣਾ ਨੇ ਆਪਣਾ ਨਾਮ ਰੁਪਿੰਦਰ ਸਿੰਘ ਰੱਖਵਾਉਣ ਲਈ ਅਦਾਲਤ ਵਿੱਚ ਅਰਜ਼ੀ ਦਾਖ਼ਲ ਕੀਤੀ ਹੈ।	[10, 126, 105, 155]
column-3	[215, 41, 323, 1456]
notice-item: ◈ ਮੈਂ ਸੁਰਜੀਤ ਕੌਰ ਪਤਨੀ ਸਵਰਗੀ ਬਚਨ ਸਿੰਘ ਬਿਆਨ ਕਰਦੀ ਹਾਂ ਕਿ ਮੈਂ ਆਪਣੇ ਲੜਕੇ ਨੂੰ ਮਿਤੀ 18-01-2020 ਨੂੰ ਆਪਣੀ ਜਾਇਦਾਦ ਵਿੱਚੋਂ ਬੇਦਖ਼ਲ ਕੀਤਾ ਸੀ, ਜੋ ਕਿ ਹੁਣ ਮੈਂ ਰੱਦ ਕਰਦੀ ਹਾਂ।	[642, 316, 739, 345]
notice-item: ◈ ਮੈਂ ਸੀਤਾ ਦੇਵੀ ਪਤਨੀ ਲਕਸ਼ਮਣ ਦਾਸ ਵਾਸੀ XIV/2794, ਭੂਨਾ ਰੋਡ ਦੁਰਗਾ ਕਲੋਨੀ ਟੋਹਾਣਾ ਜ਼ਿਲ੍ਹਾ ਫਤਿਹਾਬਾਦ ਨੇ ਆਪਣਾ ਨਾਮ ਸੀਤਾ ਰਾਣੀ ਰੱਖ ਲਿਆ ਹੈ।	[327, 270, 423, 299]
notice-item: ◈ ਮੈਂ Shamshad Khan ਪੁੱਤਰ Sabur Khan ਵਾਸੀ ਪਿੰਡ ਬਿੱਲਗਾ ਜ਼ਿਲ੍ਹਾ ਜਲੰਧਰ ਨੇ ਆਪਣਾ ਨਾਮ Shamshad Khan ਰੱਖ ਲਿਆ ਹੈ।	[114, 343, 210, 365]
notice-item: ◈ ਮੈਂ ਕਸ਼ਮੀਰ ਸਿੰਘ ਪੁੱਤਰ ਨਿਹਾਲ ਸਿੰਘ ਵਾਸੀ ਮਕਾਨ ਨੰਬਰ 1273 ਗਲੀ ਨੰਬਰ 3 ਨਵੀਂ ਬਸਤੀ ਲੁਧਿਆਣਾ ਬਿਆਨ ਕਰਦਾ ਹਾਂ ਕਿ ਮੇਰਾ ਲੜਕਾ ਅਤੇ ਨੂੰਹ ਮੇਰੇ ਕਹਿਣੇ ਤੋਂ ਬਾਹਰ ਹਨ।	[219, 432, 318, 461]
logo-part-1: ਹੱਕ ਸੱਚ	[781, 8, 837, 29]
notice-item: ◈ ਮੈਂ ਬਲਜੀਤ ਸਿੰਘ ਪੁੱਤਰ ਹਰਨੇਕ ਸਿੰਘ ਵਾਸੀ ਮਕਾਨ ਨੰਬਰ 55, ਗਲੀ ਨੰਬਰ 3, ਨਿਊ ਸ਼ਕਤੀ ਨਗਰ ਲੁਧਿਆਣਾ ਨੇ ਆਪਣਾ ਨਾਮ ਬਲਜੀਤ ਸਿੰਘ ਰੱਖ ਲਿਆ ਹੈ।	[114, 415, 210, 444]
public-notice-mid-title: Public Notice	[565, 319, 604, 326]
notice-item: ◈ ਮੈਂ ਅਮਰਜੀਤ ਸਿੰਘ ਪੁੱਤਰ ਬੰਤਾ ਸਿੰਘ ਵਾਸੀ ਪਿੰਡ ਭੈਣੀ ਜ਼ਿਲ੍ਹਾ ਲੁਧਿਆਣਾ ਬਿਆਨ ਕਰਦਾ ਹਾਂ ਕਿ ਮੇਰਾ ਲੜਕਾ ਮੇਰੇ ਕਹਿਣੇ ਤੋਂ ਬਾਹਰ ਹੈ ਅਤੇ ਮੈਂ ਉਸਨੂੰ ਆਪਣੀ ਜਾਇਦਾਦ ਵਿੱਚੋਂ ਬੇਦਖ਼ਲ ਕਰ ਦਿੱਤਾ ਹੈ।	[219, 236, 318, 265]
notice-item: ◈ ਮੈਂ ਰਾਜਿੰਦਰ ਸਿੰਘ ਪੁੱਤਰ ਬੂਟਾ ਸਿੰਘ ਵਾਸੀ ਪਿੰਡ ਕੁਤਬਾ ਤਹਿਸੀਲ ਸਮਰਾਲਾ ਜ਼ਿਲ੍ਹਾ ਲੁਧਿਆਣਾ ਬਿਆਨ ਕਰਦਾ ਹਾਂ ਕਿ ਮੇਰਾ ਲੜਕਾ ਮੇਰੇ ਕਹਿਣੇ ਤੋਂ ਬਾਹਰ ਹੈ, ਜਿਸ ਕਰਕੇ ਮੈਂ ਉਸਨੂੰ ਆਪਣੀ ਚੱਲ ਅਚੱਲ ਜਾਇਦਾਦ ਵਿੱਚੋਂ ਬੇਦਖ਼ਲ ਕਰਦਾ ਹਾਂ।	[327, 361, 423, 397]
msefc-respondent: M/s Brar Agrotech, Shop No. 1, Guru Gobind Singh Nagar, Abohar Bye Pass, Sri Muktsar Sahib-152029	[544, 86, 626, 103]
notice-item: ◈ ਮੈਂ ਕੁਲਦੀਪ ਸਿੰਘ ਪੁੱਤਰ ਗੁਰਚਰਨ ਸਿੰਘ ਵਾਸੀ ਪਿੰਡ ਭੂੰਦੜੀ ਜ਼ਿਲ੍ਹਾ ਲੁਧਿਆਣਾ ਨੇ ਆਪਣਾ ਨਾਮ ਕੁਲਦੀਪ ਸਿੰਘ ਰੱਖ ਲਿਆ ਹੈ।	[114, 200, 210, 222]
notice-item: ◈ ਮੈਂ ਸੁਰਿੰਦਰ ਕੌਰ ਪਤਨੀ ਰਾਜਿੰਦਰ ਸਿੰਘ ਵਾਸੀ ਮਕਾਨ ਨੰਬਰ 71, ਗਲੀ ਨੰਬਰ 4, ਹਰਗੋਬਿੰਦ ਨਗਰ ਲੁਧਿਆਣਾ ਨੇ ਆਪਣਾ ਨਾਮ ਸੁਰਿੰਦਰ ਕੌਰ ਰੱਖ ਲਿਆ ਹੈ।	[114, 311, 210, 340]
notice-item: ◈ ਮੈਂ ਤਰਸੇਮ ਸਿੰਘ ਪੁੱਤਰ ਬਲਵੰਤ ਸਿੰਘ ਵਾਸੀ ਪਿੰਡ ਅਮਰਗੜ੍ਹ ਜ਼ਿਲ੍ਹਾ ਸੰਗਰੂਰ ਨੇ ਆਪਣਾ ਨਾਮ ਬਦਲ ਕੇ ਤਰਸੇਮ ਸਿੰਘ ਰੱਖ ਲਿਆ ਹੈ।	[327, 149, 423, 171]
section-heading-ad-info: ਵਿਗਿਆਪਨ ਸਬੰਧੀ ਜ਼ਰੂਰੀ ਜਾਣਕਾਰੀ	[642, 378, 739, 405]
